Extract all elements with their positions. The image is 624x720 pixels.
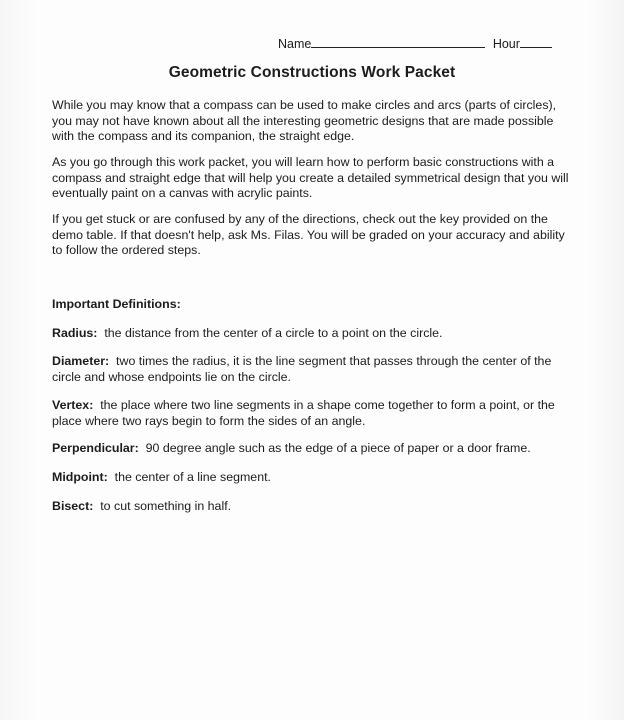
name-hour-line bbox=[278, 36, 552, 51]
name-blank bbox=[311, 36, 485, 48]
definition-term: Diameter: bbox=[52, 354, 110, 368]
hour-label: Hour bbox=[492, 37, 520, 51]
definition-term: Perpendicular: bbox=[52, 441, 139, 455]
definition-radius bbox=[52, 326, 572, 342]
definition-text: to cut something in half. bbox=[100, 499, 232, 513]
definition-perpendicular bbox=[52, 441, 572, 457]
intro-paragraph-2: As you go through this work packet, you will learn how to perform basic constructions with a compass and straight edge that will help you create a detailed symmetrical design that you will eventually paint on a canvas with acrylic paints. bbox=[52, 155, 569, 200]
intro-paragraph-3: If you get stuck or are confused by any of the directions, check out the key provided on the demo table. If that doesn't help, ask Ms. Filas. You will be graded on your accuracy and ability to follow the ordered steps. bbox=[52, 212, 565, 257]
hour-blank bbox=[520, 36, 552, 48]
definition-text: the place where two line segments in a shape come together to form a point, or the place where two rays begin to form the sides of an angle. bbox=[52, 398, 555, 428]
definition-text: the distance from the center of a circle to a point on the circle. bbox=[104, 326, 443, 340]
page-title: Geometric Constructions Work Packet bbox=[168, 64, 456, 81]
definition-term: Midpoint: bbox=[52, 470, 108, 484]
intro-paragraph-1: While you may know that a compass can be used to make circles and arcs (parts of circles), you may not have known about all the interesting geometric designs that are made possible with the compass and its companion, the straight edge. bbox=[52, 98, 557, 143]
definition-midpoint bbox=[52, 470, 572, 486]
definition-text: the center of a line segment. bbox=[114, 470, 271, 484]
definition-term: Vertex: bbox=[52, 398, 94, 412]
definition-text: two times the radius, it is the line segment that passes through the center of the circle and whose endpoints lie on the circle. bbox=[52, 354, 552, 384]
definition-bisect bbox=[52, 499, 572, 515]
definition-text: 90 degree angle such as the edge of a piece of paper or a door frame. bbox=[145, 441, 531, 455]
definition-term: Radius: bbox=[52, 326, 98, 340]
name-label: Name bbox=[278, 37, 312, 51]
definition-diameter bbox=[52, 354, 572, 385]
definition-term: Bisect: bbox=[52, 499, 94, 513]
definition-vertex bbox=[52, 398, 572, 429]
definitions-heading: Important Definitions: bbox=[52, 297, 181, 311]
